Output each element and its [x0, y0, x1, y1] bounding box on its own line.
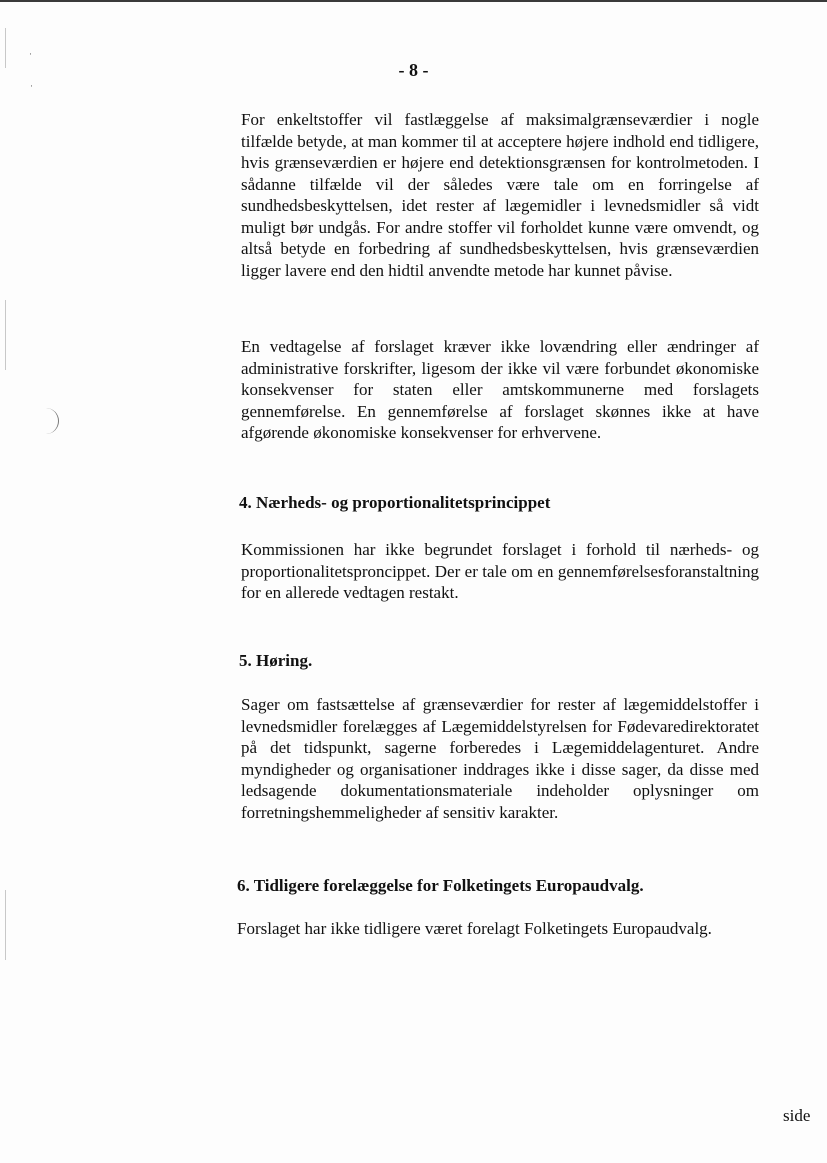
- footer-side-label: side: [783, 1106, 811, 1125]
- section-heading-tidligere: 6. Tidligere forelæggelse for Folketingets Europaudvalg.: [237, 876, 644, 895]
- paragraph-sager: Sager om fastsættelse af grænseværdier for rester af lægemiddelstoffer i levnedsmidler forelægges af Lægemiddelstyrelsen for Fødevaredirektoratet på det tidspunkt, sagerne forberedes i Lægemiddelagenturet. Andre myndigheder og organisationer inddrages ikke i disse sager, da disse med ledsagende dokumentationsmateriale indeholder oplysninger om forretningshemmeligheder af sensitiv karakter.: [241, 695, 759, 822]
- paragraph-kommissionen: Kommissionen har ikke begrundet forslaget i forhold til nærheds- og proportionalitetsproncippet. Der er tale om en gennemførelsesforanstaltning for en allerede vedtagen restakt.: [241, 540, 759, 602]
- margin-bracket-mark: [44, 408, 59, 434]
- paragraph-enkeltstoffer: For enkeltstoffer vil fastlæggelse af maksimalgrænseværdier i nogle tilfælde betyde, at man kommer til at acceptere højere indhold end tidligere, hvis grænseværdien er højere end detektionsgrænsen for kontrolmetoden. I sådanne tilfælde vil der således være tale om en forringelse af sundhedsbeskyttelsen, idet rester af lægemidler i levnedsmidler så vidt muligt bør undgås. For andre stoffer vil forholdet kunne være omvendt, og altså betyde en forbedring af sundhedsbeskyttelsen, hvis grænseværdien ligger lavere end den hidtil anvendte metode har kunnet påvise.: [241, 110, 759, 280]
- scan-margin-line: [5, 300, 6, 370]
- section-heading-naerhed: 4. Nærheds- og proportionalitetsprincippet: [239, 493, 551, 512]
- scan-margin-line: [5, 890, 6, 960]
- paragraph-forslaget: Forslaget har ikke tidligere været forelagt Folketingets Europaudvalg.: [237, 919, 712, 938]
- paragraph-vedtagelse: En vedtagelse af forslaget kræver ikke lovændring eller ændringer af administrative forskrifter, ligesom der ikke vil være forbundet økonomiske konsekvenser for staten eller amtskommunerne med forslagets gennemførelse. En gennemførelse af forslaget skønnes ikke at have afgørende økonomiske konsekvenser for erhvervene.: [241, 337, 759, 442]
- scan-top-border: [0, 0, 827, 2]
- scan-speck: ·: [29, 49, 32, 59]
- scan-speck: ·: [30, 81, 33, 91]
- section-heading-hoering: 5. Høring.: [239, 651, 313, 670]
- page-number: - 8 -: [398, 60, 429, 80]
